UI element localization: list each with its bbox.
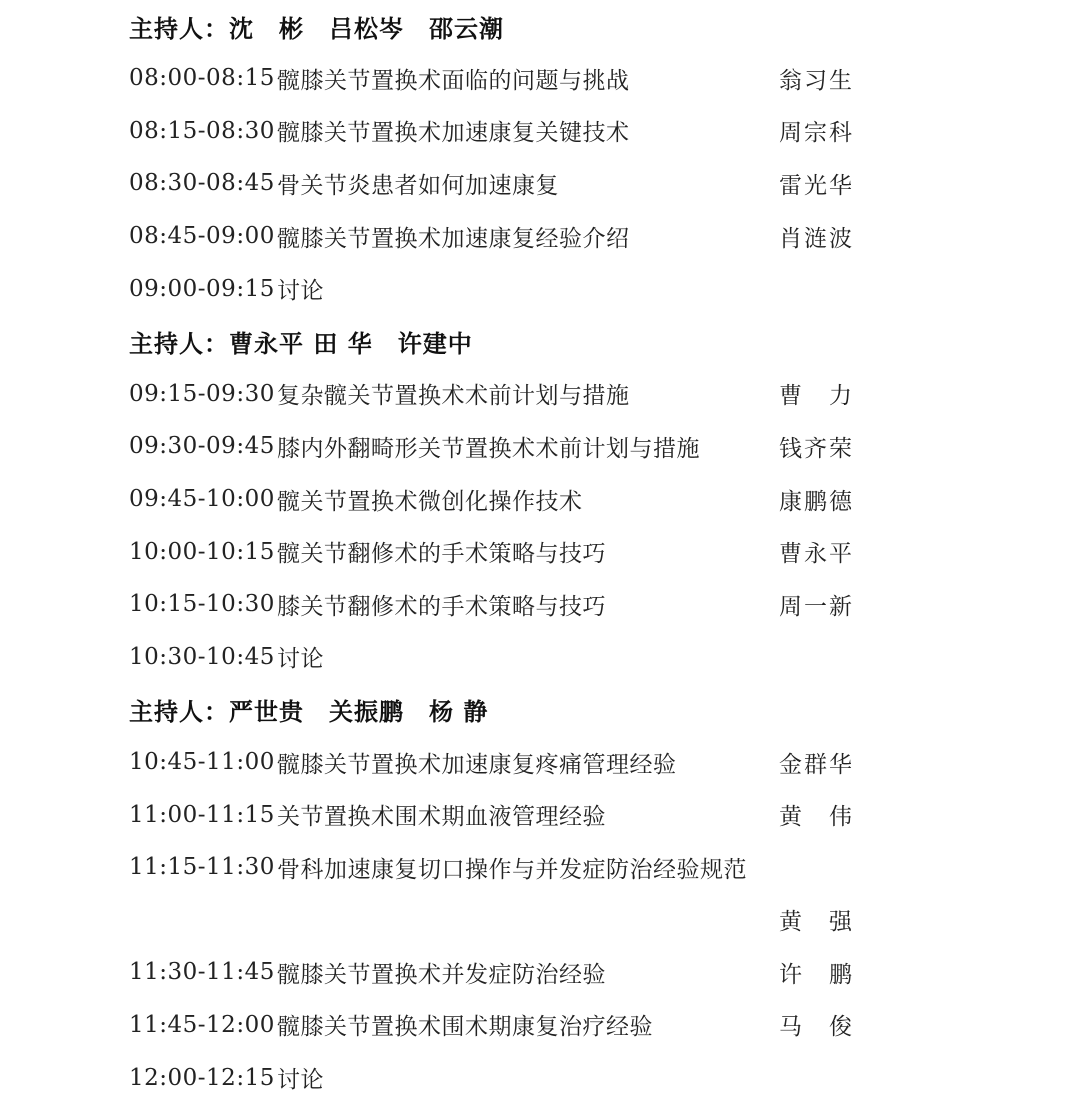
talk-topic: 髋膝关节置换术并发症防治经验	[277, 961, 606, 988]
session-moderators: 主持人：曹永平 田 华 许建中	[129, 328, 473, 358]
talk-time: 09:45-10:00	[129, 486, 275, 513]
talk-topic: 髋膝关节置换术加速康复经验介绍	[277, 225, 630, 252]
session-3-moderators-row	[129, 683, 869, 736]
talk-speaker: 周一新	[779, 593, 854, 620]
schedule-row-discussion	[129, 631, 869, 684]
talk-time: 10:00-10:15	[129, 538, 275, 565]
talk-topic: 髋关节置换术微创化操作技术	[277, 488, 583, 515]
schedule-row	[129, 157, 869, 210]
schedule-row-discussion	[129, 262, 869, 315]
session-moderators: 主持人：沈 彬 吕松岑 邵云潮	[129, 13, 504, 43]
schedule-row-wrapped-topic	[129, 841, 869, 894]
talk-time: 08:00-08:15	[129, 65, 275, 92]
schedule-row	[129, 736, 869, 789]
talk-topic: 复杂髋关节置换术术前计划与措施	[277, 383, 630, 410]
talk-topic: 髋膝关节置换术加速康复疼痛管理经验	[277, 751, 677, 778]
schedule-row	[129, 946, 869, 999]
talk-time: 08:30-08:45	[129, 170, 275, 197]
schedule-row	[129, 578, 869, 631]
talk-topic: 骨科加速康复切口操作与并发症防治经验规范	[277, 856, 747, 883]
talk-speaker: 许 鹏	[779, 961, 854, 988]
talk-speaker: 马 俊	[779, 1014, 854, 1041]
talk-speaker: 钱齐荣	[779, 435, 854, 462]
talk-topic: 骨关节炎患者如何加速康复	[277, 172, 559, 199]
talk-time: 10:15-10:30	[129, 591, 275, 618]
talk-time: 11:15-11:30	[129, 854, 275, 881]
schedule-row-speaker-continuation	[129, 894, 869, 947]
talk-time: 10:30-10:45	[129, 643, 275, 670]
talk-time: 08:45-09:00	[129, 223, 275, 250]
talk-topic: 膝内外翻畸形关节置换术术前计划与措施	[277, 435, 700, 462]
talk-time: 11:00-11:15	[129, 801, 275, 828]
talk-speaker: 康鹏德	[779, 488, 854, 515]
talk-time: 08:15-08:30	[129, 117, 275, 144]
talk-topic: 髋膝关节置换术围术期康复治疗经验	[277, 1014, 653, 1041]
talk-topic: 髋膝关节置换术面临的问题与挑战	[277, 67, 630, 94]
talk-speaker: 黄 强	[779, 909, 854, 936]
talk-speaker: 曹 力	[779, 383, 854, 410]
talk-topic: 关节置换术围术期血液管理经验	[277, 804, 606, 831]
talk-topic: 讨论	[277, 1067, 324, 1094]
talk-speaker: 金群华	[779, 751, 854, 778]
talk-topic: 膝关节翻修术的手术策略与技巧	[277, 593, 606, 620]
schedule-row	[129, 525, 869, 578]
talk-time: 11:45-12:00	[129, 1011, 275, 1038]
session-2-moderators-row	[129, 315, 869, 368]
talk-time: 11:30-11:45	[129, 959, 275, 986]
schedule-row	[129, 368, 869, 421]
talk-time: 10:45-11:00	[129, 749, 275, 776]
schedule-row	[129, 52, 869, 105]
schedule-row	[129, 420, 869, 473]
talk-speaker: 黄 伟	[779, 804, 854, 831]
talk-speaker: 肖涟波	[779, 225, 854, 252]
talk-time: 12:00-12:15	[129, 1064, 275, 1091]
talk-topic: 讨论	[277, 278, 324, 305]
conference-schedule	[129, 0, 869, 1104]
talk-time: 09:15-09:30	[129, 380, 275, 407]
talk-time: 09:30-09:45	[129, 433, 275, 460]
talk-topic: 髋膝关节置换术加速康复关键技术	[277, 120, 630, 147]
talk-speaker: 雷光华	[779, 172, 854, 199]
schedule-row	[129, 105, 869, 158]
schedule-row	[129, 788, 869, 841]
schedule-row	[129, 999, 869, 1052]
schedule-row	[129, 473, 869, 526]
session-moderators: 主持人：严世贵 关振鹏 杨 静	[129, 696, 489, 726]
talk-speaker: 翁习生	[779, 67, 854, 94]
schedule-row	[129, 210, 869, 263]
talk-speaker: 周宗科	[779, 120, 854, 147]
talk-speaker: 曹永平	[779, 541, 854, 568]
session-1-moderators-row	[129, 0, 869, 52]
talk-topic: 讨论	[277, 646, 324, 673]
talk-time: 09:00-09:15	[129, 275, 275, 302]
talk-topic: 髋关节翻修术的手术策略与技巧	[277, 541, 606, 568]
